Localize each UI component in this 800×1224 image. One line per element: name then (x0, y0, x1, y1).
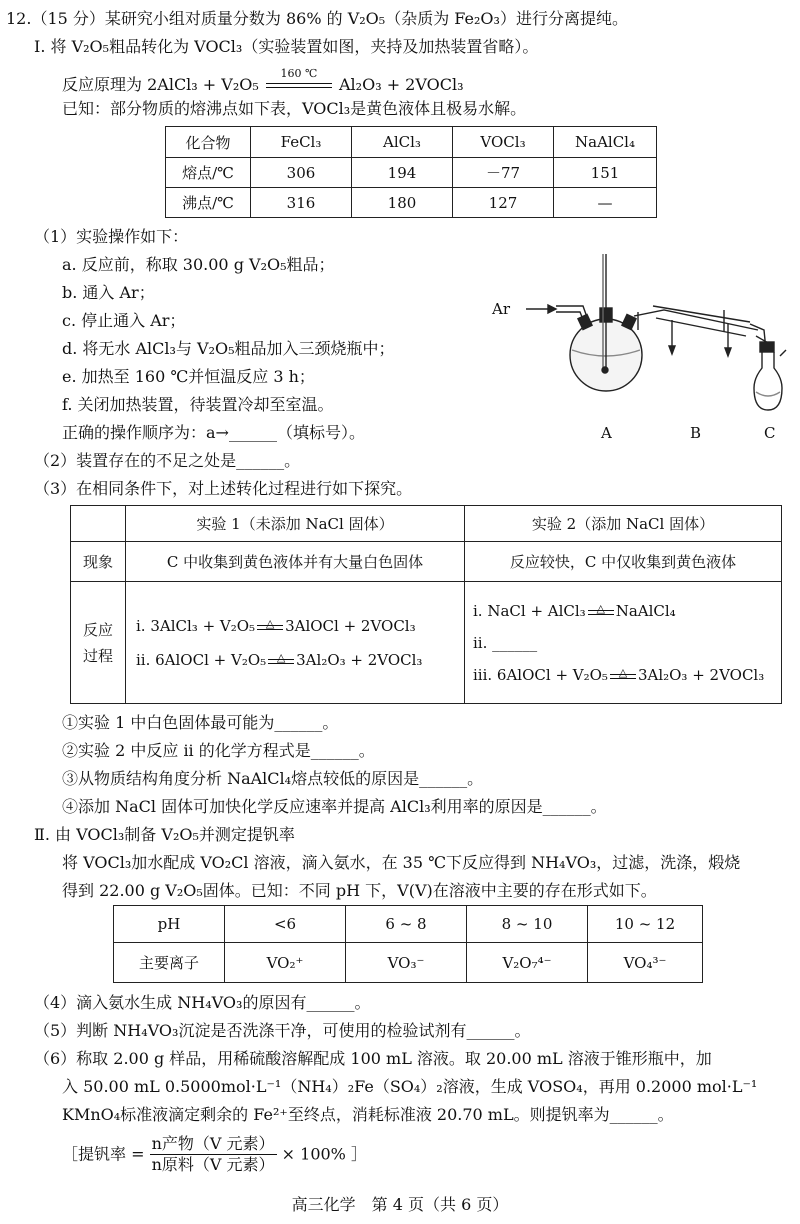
t1-cell: 306 (251, 158, 352, 188)
q1-step: c. 停止通入 Ar； (62, 311, 186, 330)
t1-cell: 127 (453, 188, 554, 218)
exp1-eq1-left: i. 3AlCl₃ + V₂O₅ (136, 616, 256, 635)
exp1-eq2 (136, 643, 464, 677)
part2-text: 得到 22.00 g V₂O₅固体。已知：不同 pH 下，V(Ⅴ)在溶液中主要的存在形式如下。 (62, 881, 657, 900)
t3-header-cell: <6 (225, 906, 346, 943)
t1-cell: 151 (554, 158, 657, 188)
t3-header-cell: 8 ~ 10 (467, 906, 588, 943)
reaction-principle (62, 66, 464, 96)
q1-step: a. 反应前，称取 30.00 g V₂O₅粗品； (62, 255, 335, 274)
process-label-1: 反应 (82, 620, 113, 639)
exp2-header: 实验 2（添加 NaCl 固体） (465, 506, 782, 542)
q1-step: f. 关闭加热装置，待装置冷却至室温。 (62, 395, 334, 414)
part2-text: 将 VOCl₃加水配成 VO₂Cl 溶液，滴入氨水，在 35 ℃下反应得到 NH₄VO₃，过滤，洗涤，煅烧 (62, 853, 741, 872)
process-label (71, 582, 126, 704)
exp2-eq2: ii. ______ (473, 633, 538, 652)
t3-header-cell: pH (114, 906, 225, 943)
known-info: 已知：部分物质的熔沸点如下表，VOCl₃是黄色液体且极易水解。 (62, 99, 527, 118)
melting-boiling-table (165, 126, 657, 218)
q1-step: d. 将无水 AlCl₃与 V₂O₅粗品加入三颈烧瓶中； (62, 339, 395, 358)
ar-label: Ar (492, 300, 511, 318)
exp1-eq2-left: ii. 6AlOCl + V₂O₅ (136, 650, 267, 669)
t3-cell: V₂O₇⁴⁻ (467, 943, 588, 983)
q4: （4）滴入氨水生成 NH₄VO₃的原因有______。 (34, 993, 371, 1012)
t3-cell: 主要离子 (114, 943, 225, 983)
heat-arrow (608, 665, 638, 683)
q1-order: 正确的操作顺序为：a→______（填标号）。 (62, 423, 365, 442)
t1-header-cell: NaAlCl₄ (554, 127, 657, 158)
ph-ion-table (113, 905, 703, 983)
formula-prefix: ［提钒率 = (62, 1144, 145, 1164)
formula-suffix: × 100% ］ (281, 1144, 367, 1164)
t1-header-cell: AlCl₃ (352, 127, 453, 158)
heat-arrow (586, 601, 616, 619)
formula-fraction (150, 1134, 277, 1175)
q1-step: e. 加热至 160 ℃并恒温反应 3 h； (62, 367, 315, 386)
page-footer: 高三化学 第 4 页（共 6 页） (291, 1195, 509, 1214)
exp2-eq3 (473, 658, 781, 692)
q5: （5）判断 NH₄VO₃沉淀是否洗涤干净，可使用的检验试剂有______。 (34, 1021, 531, 1040)
formula-denominator: n原料（V 元素） (151, 1155, 275, 1174)
q2: （2）装置存在的不足之处是______。 (34, 451, 301, 470)
t3-cell: VO₃⁻ (346, 943, 467, 983)
exp1-eq1 (136, 609, 464, 643)
t1-cell: －77 (453, 158, 554, 188)
t3-header-cell: 6 ~ 8 (346, 906, 467, 943)
t1-cell: — (554, 188, 657, 218)
question-header: 12.（15 分）某研究小组对质量分数为 86% 的 V₂O₅（杂质为 Fe₂O₃）进行分离提纯。 (6, 9, 628, 28)
sub-question: ②实验 2 中反应 ii 的化学方程式是______。 (62, 741, 375, 760)
apparatus-drawing (488, 250, 798, 450)
t1-header-cell: 化合物 (166, 127, 251, 158)
exp2-phenomenon: 反应较快，C 中仅收集到黄色液体 (465, 542, 782, 582)
principle-right: Al₂O₃ + 2VOCl₃ (338, 75, 464, 94)
t1-header-cell: FeCl₃ (251, 127, 352, 158)
q1-step: b. 通入 Ar； (62, 283, 155, 302)
sub-question: ④添加 NaCl 固体可加快化学反应速率并提高 AlCl₃利用率的原因是______。 (62, 797, 607, 816)
exp1-phenomenon: C 中收集到黄色液体并有大量白色固体 (126, 542, 465, 582)
principle-left: 反应原理为 2AlCl₃ + V₂O₅ (62, 75, 259, 94)
t1-cell: 194 (352, 158, 453, 188)
t3-cell: VO₂⁺ (225, 943, 346, 983)
exp2-eq3-left: iii. 6AlOCl + V₂O₅ (473, 665, 608, 684)
delta-mark: △ (276, 650, 286, 664)
exp2-eq1-left: i. NaCl + AlCl₃ (473, 601, 586, 620)
exp2-eq3-right: 3Al₂O₃ + 2VOCl₃ (637, 665, 765, 684)
t1-cell: 180 (352, 188, 453, 218)
q6-line: （6）称取 2.00 g 样品，用稀硫酸溶解配成 100 mL 溶液。取 20.00 mL 溶液于锥形瓶中，加 (34, 1049, 712, 1068)
delta-mark: △ (265, 616, 275, 630)
t1-cell: 沸点/℃ (166, 188, 251, 218)
exp1-eq1-right: 3AlOCl + 2VOCl₃ (285, 616, 416, 635)
exp1-process (126, 582, 465, 704)
vanadium-yield-formula (62, 1132, 367, 1177)
part2-title: Ⅱ. 由 VOCl₃制备 V₂O₅并测定提钒率 (34, 825, 295, 844)
apparatus-diagram (488, 250, 798, 450)
q3: （3）在相同条件下，对上述转化过程进行如下探究。 (34, 479, 413, 498)
phenomenon-label: 现象 (71, 542, 126, 582)
q6-line: 入 50.00 mL 0.5000mol·L⁻¹（NH₄）₂Fe（SO₄）₂溶液，生成 VOSO₄，再用 0.2000 mol·L⁻¹ (62, 1077, 758, 1096)
label-c: C (764, 424, 776, 442)
q1-title: （1）实验操作如下： (34, 227, 189, 246)
sub-question: ①实验 1 中白色固体最可能为______。 (62, 713, 339, 732)
exp1-eq2-right: 3Al₂O₃ + 2VOCl₃ (296, 650, 423, 669)
equilibrium-arrow (264, 66, 334, 93)
label-a: A (601, 424, 612, 442)
exp1-header: 实验 1（未添加 NaCl 固体） (126, 506, 465, 542)
label-b: B (690, 424, 702, 442)
process-label-2: 过程 (82, 646, 113, 665)
heat-arrow (255, 616, 285, 634)
t1-cell: 熔点/℃ (166, 158, 251, 188)
reaction-condition: 160 ℃ (280, 66, 318, 80)
t3-cell: VO₄³⁻ (588, 943, 703, 983)
t3-header-cell: 10 ~ 12 (588, 906, 703, 943)
formula-numerator: n产物（V 元素） (151, 1134, 275, 1153)
part1-title: Ⅰ. 将 V₂O₅粗品转化为 VOCl₃（实验装置如图，夹持及加热装置省略）。 (34, 37, 539, 56)
exp2-process (465, 582, 782, 704)
exp2-eq1 (473, 594, 781, 628)
t1-header-cell: VOCl₃ (453, 127, 554, 158)
experiment-table (70, 505, 782, 704)
delta-mark: △ (596, 601, 605, 615)
t1-cell: 316 (251, 188, 352, 218)
heat-arrow (266, 650, 296, 668)
sub-question: ③从物质结构角度分析 NaAlCl₄熔点较低的原因是______。 (62, 769, 484, 788)
q6-line: KMnO₄标准液滴定剩余的 Fe²⁺至终点，消耗标准液 20.70 mL。则提钒率为______。 (62, 1105, 674, 1124)
exp2-eq1-right: NaAlCl₄ (615, 601, 676, 620)
delta-mark: △ (618, 665, 628, 679)
